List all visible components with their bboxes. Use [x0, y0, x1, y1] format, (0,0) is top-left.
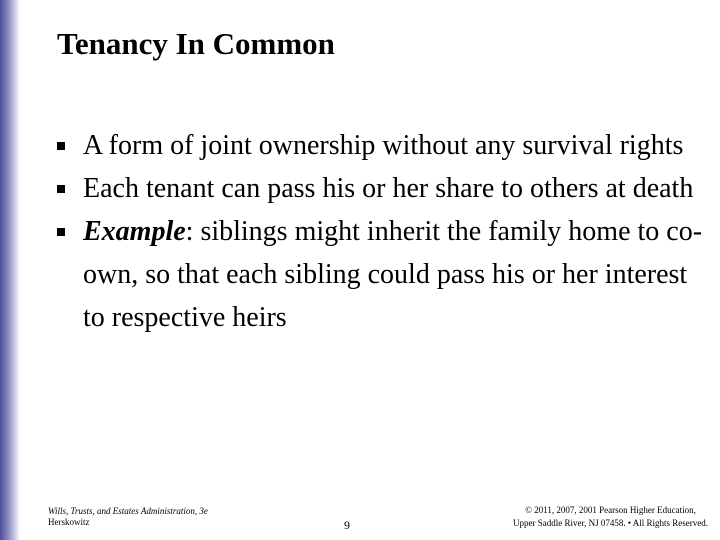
- bullet-item: [55, 167, 705, 210]
- bullet-text: Each tenant can pass his or her share to others at death: [83, 173, 694, 204]
- footer-book-info: [48, 506, 208, 528]
- square-bullet-icon: [57, 142, 65, 150]
- footer-book-title: Wills, Trusts, and Estates Administration, 3e: [48, 506, 208, 516]
- square-bullet-icon: [57, 185, 65, 193]
- square-bullet-icon: [57, 228, 65, 236]
- copyright-line-2: Upper Saddle River, NJ 07458. • All Rights Reserved.: [512, 518, 708, 528]
- bullet-emphasis: Example: [83, 216, 186, 247]
- copyright-line-1: © 2011, 2007, 2001 Pearson Higher Education,: [525, 505, 696, 515]
- page-number: 9: [344, 518, 350, 532]
- bullet-text: : siblings might inherit the family home to co-own, so that each sibling could pass his or her interest to respective heirs: [83, 216, 703, 333]
- footer-copyright: [513, 504, 708, 530]
- footer-author: Herskowitz: [48, 517, 90, 527]
- slide-title: Tenancy In Common: [57, 26, 335, 61]
- bullet-item: [55, 210, 705, 339]
- side-gradient-bar: [0, 0, 20, 540]
- bullet-text: A form of joint ownership without any survival rights: [83, 130, 684, 161]
- bullet-list: [55, 124, 705, 339]
- bullet-item: [55, 124, 705, 167]
